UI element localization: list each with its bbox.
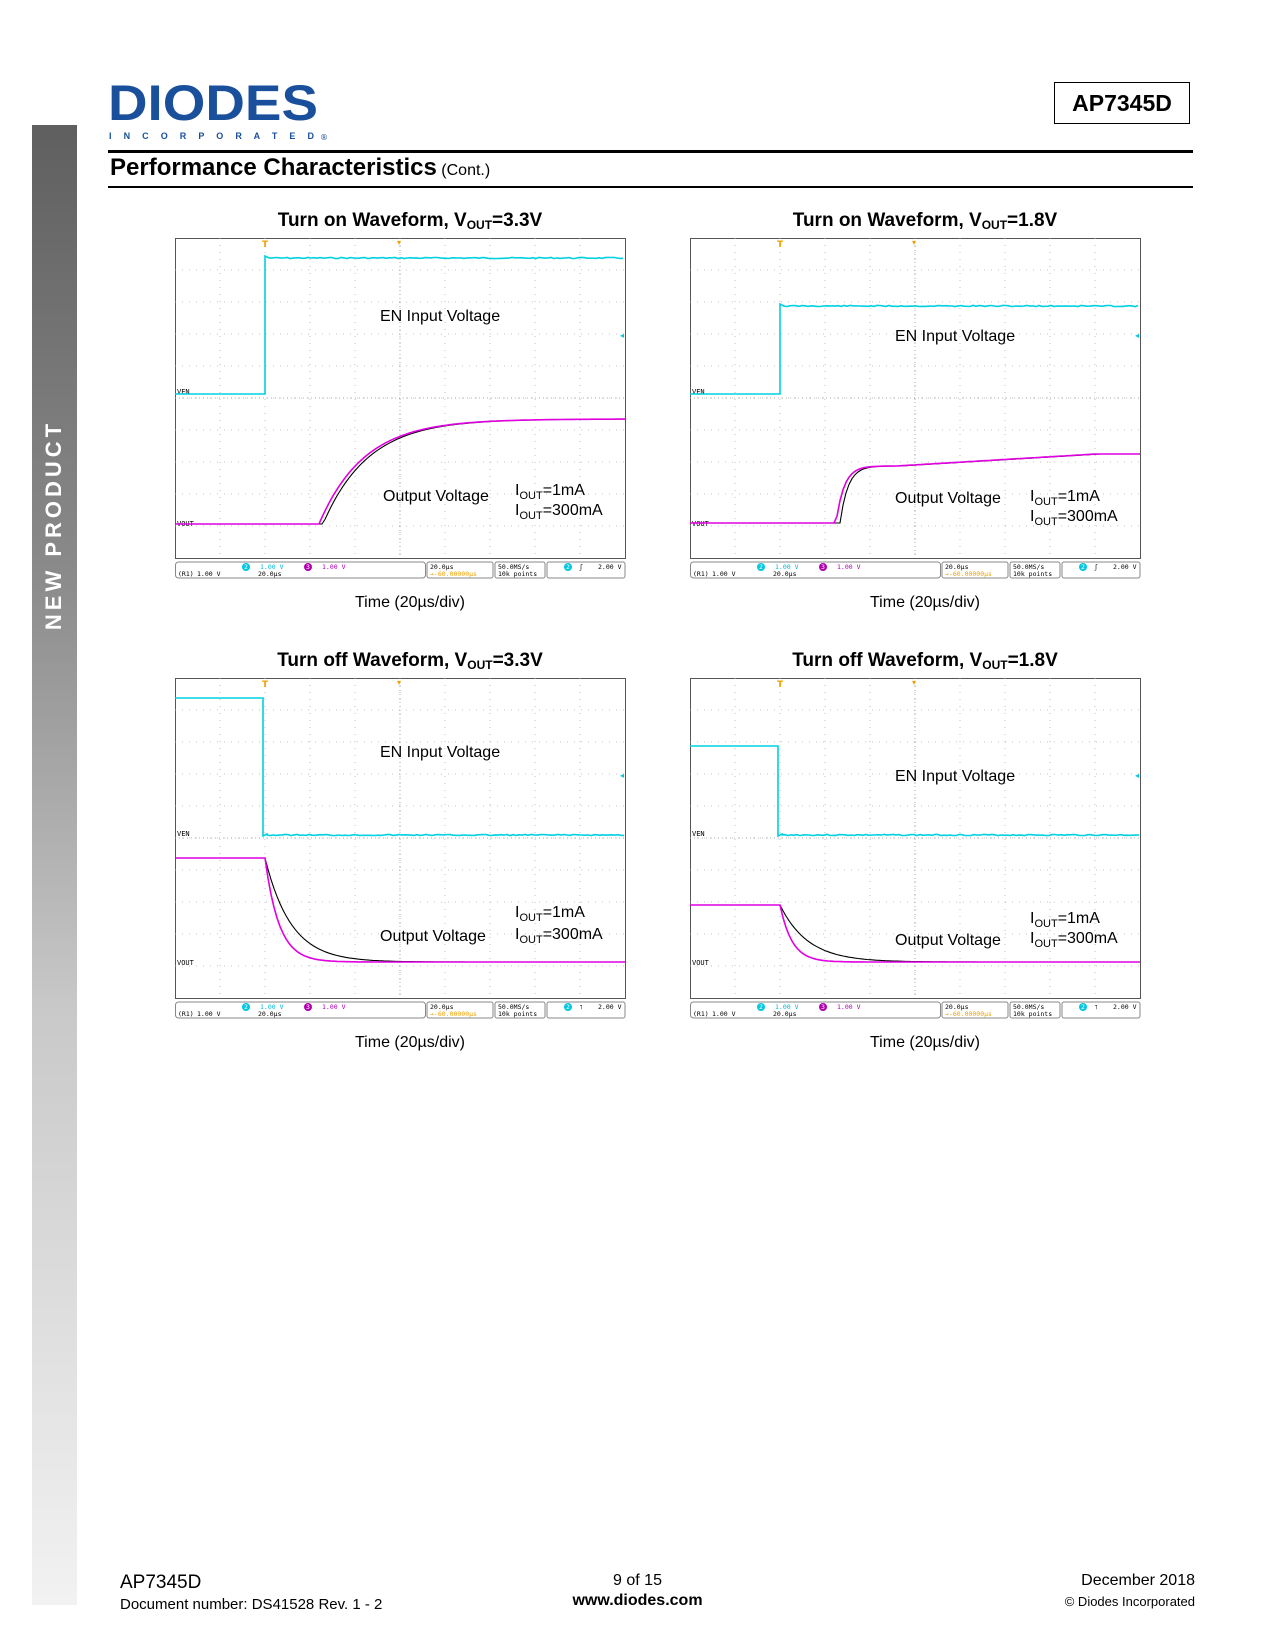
header-rule-top: [108, 150, 1193, 153]
ref1-scale: 1.00 V: [712, 570, 736, 578]
scope-title-value: =3.3V: [492, 210, 543, 231]
iout-symbol: I: [1030, 910, 1035, 927]
ch2-scale: 1.00 V: [260, 1003, 284, 1011]
trigger-level: 2.00 V: [598, 1003, 622, 1011]
plot-frame: [691, 679, 1141, 999]
scope-title-subscript: OUT: [467, 658, 493, 672]
plot-frame: [176, 679, 626, 999]
ch3-scale: 1.00 V: [837, 1003, 861, 1011]
iout-value: =1mA: [542, 482, 585, 499]
iout-subscript: OUT: [1034, 516, 1058, 528]
iout-1ma-label: [1030, 488, 1100, 508]
oscilloscope-screen: [690, 678, 1160, 1030]
ch3-scale: 1.00 V: [322, 563, 346, 571]
sample-rate: 50.0MS/s: [498, 563, 530, 571]
iout-subscript: OUT: [1034, 918, 1058, 930]
iout-subscript: OUT: [519, 912, 543, 924]
trigger-level-marker: ◂: [620, 771, 625, 780]
scope-title-subscript: OUT: [466, 218, 493, 232]
vout-marker: VOUT: [692, 520, 709, 528]
iout-value: =300mA: [1057, 508, 1118, 525]
scope-title-value: =3.3V: [492, 650, 543, 671]
timebase: 20.0µs: [430, 563, 454, 571]
scope-title-subscript: OUT: [982, 658, 1008, 672]
iout-value: =300mA: [1057, 930, 1118, 947]
scope-status-bar: [176, 562, 626, 578]
footer-page-number: 9 of 15: [613, 1572, 662, 1589]
ref1-badge: (R1): [693, 1010, 709, 1018]
scope-title: [175, 650, 645, 672]
trigger-source-number: 2: [1081, 563, 1085, 571]
sample-rate: 50.0MS/s: [1013, 1003, 1045, 1011]
new-product-label: NEW PRODUCT: [41, 419, 66, 631]
footer-part-number: AP7345D: [120, 1572, 202, 1593]
ch2-badge-number: 2: [759, 563, 763, 571]
scope-title-value: =1.8V: [1007, 210, 1058, 231]
scope-title-text: Turn on Waveform, V: [277, 210, 467, 231]
trigger-position-marker: T: [777, 680, 784, 690]
trigger-level-marker: ◂: [1135, 331, 1140, 340]
iout-subscript: OUT: [519, 510, 543, 522]
trigger-slope-icon: ʃ: [579, 563, 583, 571]
scope-title: [690, 210, 1160, 232]
vout-marker: VOUT: [692, 959, 709, 967]
sample-rate: 50.0MS/s: [498, 1003, 530, 1011]
scope-title-text: Turn off Waveform, V: [277, 650, 468, 671]
scope-title: [175, 210, 645, 232]
output-voltage-label: Output Voltage: [383, 488, 489, 505]
scope-title: [690, 650, 1160, 672]
scope-title-value: =1.8V: [1007, 650, 1058, 671]
ref1-badge: (R1): [693, 570, 709, 578]
ch3-scale: 1.00 V: [837, 563, 861, 571]
vout-marker: VOUT: [177, 959, 194, 967]
iout-value: =1mA: [1057, 488, 1100, 505]
timebase: 20.0µs: [945, 1003, 969, 1011]
ch2-scale: 1.00 V: [260, 563, 284, 571]
trigger-delay: →-60.00000µs: [430, 1010, 477, 1018]
trigger-source-number: 2: [1081, 1003, 1085, 1011]
iout-300ma-label: [515, 502, 603, 522]
output-voltage-label: Output Voltage: [380, 928, 486, 945]
trigger-delay-marker: ▾: [912, 238, 917, 247]
iout-symbol: I: [515, 502, 520, 519]
footer-date: December 2018: [1081, 1572, 1195, 1589]
record-length: 10k points: [498, 1010, 538, 1018]
time-axis-label: Time (20µs/div): [870, 1034, 980, 1051]
ven-marker: VEN: [692, 830, 705, 838]
oscilloscope-screen: [175, 678, 645, 1030]
ch2-scale: 1.00 V: [775, 1003, 799, 1011]
ref1-scale: 1.00 V: [197, 1010, 221, 1018]
ref1-scale: 1.00 V: [712, 1010, 736, 1018]
trigger-position-marker: T: [777, 240, 784, 250]
scope-turn-on-3v3: [175, 210, 645, 630]
oscilloscope-screen: [175, 238, 645, 590]
iout-symbol: I: [1030, 508, 1035, 525]
trigger-delay-marker: ▾: [912, 678, 917, 687]
time-axis-label: Time (20µs/div): [870, 594, 980, 611]
scope-turn-off-3v3: [175, 650, 645, 1070]
scope-turn-off-1v8: [690, 650, 1160, 1070]
iout-300ma-label: [1030, 930, 1118, 950]
time-axis-label: Time (20µs/div): [355, 1034, 465, 1051]
footer-document-number: Document number: DS41528 Rev. 1 - 2: [120, 1596, 383, 1613]
en-input-voltage-label: EN Input Voltage: [380, 308, 501, 325]
record-length: 10k points: [498, 570, 538, 578]
sample-rate: 50.0MS/s: [1013, 563, 1045, 571]
ch3-badge-number: 3: [821, 563, 825, 571]
trigger-level-marker: ◂: [1135, 771, 1140, 780]
footer-website[interactable]: www.diodes.com: [572, 1592, 703, 1609]
scope-status-bar: [691, 562, 1141, 578]
trigger-source-number: 2: [566, 1003, 570, 1011]
ch3-badge-number: 3: [306, 563, 310, 571]
iout-symbol: I: [1030, 930, 1035, 947]
iout-symbol: I: [515, 926, 520, 943]
iout-symbol: I: [1030, 488, 1035, 505]
time-axis-label: Time (20µs/div): [355, 594, 465, 611]
trigger-source-number: 2: [566, 563, 570, 571]
trigger-delay: →-60.00000µs: [945, 1010, 992, 1018]
iout-300ma-label: [1030, 508, 1118, 528]
ch2-badge-number: 2: [759, 1003, 763, 1011]
en-input-voltage-label: EN Input Voltage: [380, 744, 501, 761]
logo-subtitle: I N C O R P O R A T E D: [109, 131, 314, 141]
sidebar-band: [32, 125, 77, 1605]
trigger-level: 2.00 V: [1113, 563, 1137, 571]
ch3-scale: 1.00 V: [322, 1003, 346, 1011]
iout-subscript: OUT: [519, 934, 543, 946]
output-voltage-label: Output Voltage: [895, 932, 1001, 949]
output-voltage-label: Output Voltage: [895, 490, 1001, 507]
scope-title-text: Turn on Waveform, V: [792, 210, 982, 231]
ref1-badge: (R1): [178, 1010, 194, 1018]
ch2-scale: 1.00 V: [775, 563, 799, 571]
header-rule-bottom: [108, 186, 1193, 188]
trigger-delay: →-60.00000µs: [430, 570, 477, 578]
iout-symbol: I: [515, 904, 520, 921]
trigger-position-marker: T: [262, 240, 269, 250]
iout-1ma-label: [515, 904, 585, 924]
trigger-delay-marker: ▾: [397, 678, 402, 687]
iout-subscript: OUT: [1034, 496, 1058, 508]
trigger-level: 2.00 V: [1113, 1003, 1137, 1011]
ref1-badge: (R1): [178, 570, 194, 578]
iout-subscript: OUT: [1034, 938, 1058, 950]
ven-marker: VEN: [692, 388, 705, 396]
iout-value: =300mA: [542, 926, 603, 943]
ref1-timebase: 20.0µs: [258, 570, 282, 578]
scope-title-text: Turn off Waveform, V: [792, 650, 983, 671]
section-title-cont: (Cont.): [441, 162, 491, 179]
iout-1ma-label: [1030, 910, 1100, 930]
ven-marker: VEN: [177, 388, 190, 396]
timebase: 20.0µs: [945, 563, 969, 571]
trigger-slope-icon: ˥: [579, 1003, 583, 1011]
en-input-voltage-label: EN Input Voltage: [895, 768, 1016, 785]
ch3-badge-number: 3: [306, 1003, 310, 1011]
trigger-level: 2.00 V: [598, 563, 622, 571]
trigger-level-marker: ◂: [620, 331, 625, 340]
ref1-timebase: 20.0µs: [773, 570, 797, 578]
en-input-voltage-label: EN Input Voltage: [895, 328, 1016, 345]
ref1-timebase: 20.0µs: [773, 1010, 797, 1018]
scope-status-bar: [691, 1002, 1141, 1018]
section-title: [110, 154, 490, 182]
scope-title-subscript: OUT: [981, 218, 1008, 232]
diodes-logo: [108, 80, 340, 142]
ref1-timebase: 20.0µs: [258, 1010, 282, 1018]
iout-subscript: OUT: [519, 490, 543, 502]
record-length: 10k points: [1013, 570, 1053, 578]
trigger-delay-marker: ▾: [397, 238, 402, 247]
oscilloscope-screen: [690, 238, 1160, 590]
ch2-badge-number: 2: [244, 1003, 248, 1011]
section-title-text: Performance Characteristics: [110, 154, 437, 181]
record-length: 10k points: [1013, 1010, 1053, 1018]
iout-value: =1mA: [542, 904, 585, 921]
logo-wordmark: DIODES: [108, 80, 318, 131]
iout-value: =1mA: [1057, 910, 1100, 927]
trigger-delay: →-60.00000µs: [945, 570, 992, 578]
trigger-position-marker: T: [262, 680, 269, 690]
iout-1ma-label: [515, 482, 585, 502]
timebase: 20.0µs: [430, 1003, 454, 1011]
footer-copyright: © Diodes Incorporated: [1064, 1594, 1195, 1609]
ref1-scale: 1.00 V: [197, 570, 221, 578]
iout-300ma-label: [515, 926, 603, 946]
scope-turn-on-1v8: [690, 210, 1160, 630]
trigger-slope-icon: ʃ: [1094, 563, 1098, 571]
scope-status-bar: [176, 1002, 626, 1018]
trigger-slope-icon: ˥: [1094, 1003, 1098, 1011]
ven-marker: VEN: [177, 830, 190, 838]
part-number-box: AP7345D: [1054, 82, 1190, 124]
vout-marker: VOUT: [177, 520, 194, 528]
ch3-badge-number: 3: [821, 1003, 825, 1011]
registered-mark: ®: [320, 133, 328, 142]
iout-value: =300mA: [542, 502, 603, 519]
ch2-badge-number: 2: [244, 563, 248, 571]
iout-symbol: I: [515, 482, 520, 499]
